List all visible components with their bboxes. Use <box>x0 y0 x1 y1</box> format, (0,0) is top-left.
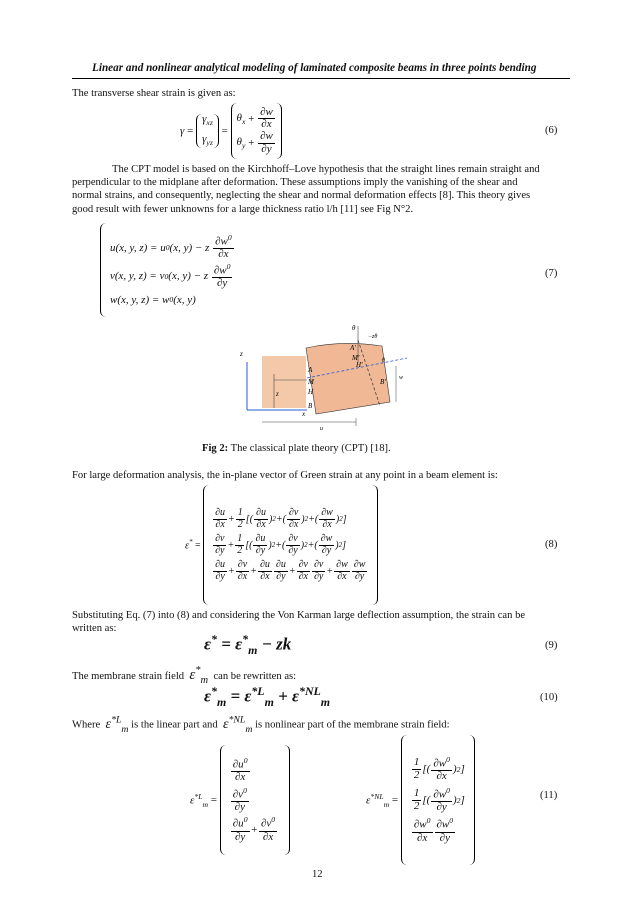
paragraph-green-strain: For large deformation analysis, the in-plane vector of Green strain at any point in a beam element is: <box>72 470 498 481</box>
label-A-prime: A' <box>350 344 356 352</box>
label-theta: θ <box>352 324 356 332</box>
label-z: z <box>240 350 243 358</box>
equation-6: γ = $\gamma_{xz}$ $\gamma_{yz}$ = $\theta_x$ + $\frac{\partial w}{\partial x}$ $\theta_y$ + $\frac{\partial w}{\partial y}$ <box>180 101 282 161</box>
paragraph-linear-part: is the linear part and <box>131 719 218 731</box>
equation-8: ε* = $\frac{\partial u}{\partial x}$ + $\frac{1}{2}$ [( $\frac{\partial u}{\partial x}$ ) 2 +( $\frac{\partial v}{\partial x}$ ) 2 +( $\frac{\partial w}{\partial x}$ ) 2 ] $\frac{\partial v}{\partial y}$ + $\frac{1}{2}$ [( $\frac{\partial u}{\partial y}$ ) 2 +( $\frac{\partial v}{\partial y}$ ) 2 +( $\frac{\partial w}{\partial y}$ ) 2 ] $\frac{\partial u}{\partial y}$ + $\frac{\partial v}{\partial x}$ + $\frac{\partial u}{\partial x}$ $\frac{\partial u}{\partial y}$ + $\frac{\partial v}{\partial x}$ $\frac{\partial v}{\partial y}$ + $\frac{\partial w}{\partial x}$ $\frac{\partial w}{\partial y}$ <box>185 484 378 606</box>
figure-caption <box>202 442 391 455</box>
equation-10: $\varepsilon^*_m = \varepsilon^{*L}_m + \varepsilon^{*NL}_m$ <box>204 684 331 710</box>
beam-section-deformed <box>306 343 390 414</box>
paragraph-von-karman <box>72 609 572 635</box>
label-theta-x: θ <box>382 358 385 364</box>
equation-number-9: (9) <box>545 640 558 651</box>
equation-number-11: (11) <box>540 790 558 801</box>
paragraph-von-karman-line: Substituting Eq. (7) into (8) and considering the Von Karman large deflection assumption, the strain can be <box>72 610 526 621</box>
page-number: 12 <box>312 869 323 880</box>
equation-7: u(x, y, z) = u 0 (x, y) − z $\frac{\partial w^0}{\partial x}$ v(x, y, z) = v 0 (x, y) − z $\frac{\partial w^0}{\partial y}$ w(x, y, z) = w 0 (x, y) <box>100 222 235 318</box>
equation-number-10: (10) <box>540 692 558 703</box>
paragraph-linear-nonlinear: Where $\varepsilon^{*L}_m$ is the linear part and $\varepsilon^{*NL}_m$ is nonlinear part of the membrane strain field: <box>72 714 450 735</box>
beam-section-original <box>262 356 306 408</box>
figure-caption-text: The classical plate theory (CPT) [18]. <box>228 443 391 454</box>
label-H-prime: H' <box>356 361 363 369</box>
label-A: A <box>308 366 313 374</box>
label-B-prime: B' <box>380 378 386 386</box>
label-u0: u <box>320 426 323 432</box>
paragraph-membrane: The membrane strain field $\varepsilon^*_m$ can be rewritten as: <box>72 665 297 686</box>
label-x: x <box>302 410 306 418</box>
equation-number-8: (8) <box>545 539 558 550</box>
label-M-prime: M' <box>352 354 360 362</box>
label-z-local: z <box>276 390 279 398</box>
paragraph-cpt-line: perpendicular to the midplane after deformation. These assumptions imply the vanishing of the shear and <box>72 177 518 189</box>
equation-11-linear: $\varepsilon^{*L}_m$ = $\frac{\partial u^0}{\partial x}$ $\frac{\partial v^0}{\partial y}$ $\frac{\partial u^0}{\partial y}$ + $\frac{\partial v^0}{\partial x}$ <box>190 740 290 860</box>
equation-number-7: (7) <box>545 268 558 279</box>
paragraph-cpt-line: The CPT model is based on the Kirchhoff–Love hypothesis that the straight lines remain straight and <box>112 164 540 175</box>
paragraph-cpt-line: good result with fewer unknowns for a large thickness ratio l/h [11] see Fig N°2. <box>72 203 414 215</box>
label-B: B <box>308 402 313 410</box>
header-rule <box>72 78 570 79</box>
figure-cpt-diagram <box>232 322 552 440</box>
label-minus-z-theta: −zθ <box>368 334 378 340</box>
figure-caption-label: Fig 2: <box>202 443 229 454</box>
paragraph-membrane-tail: can be rewritten as: <box>213 671 297 682</box>
running-header: Linear and nonlinear analytical modeling of laminated composite beams in three points bending <box>92 62 537 74</box>
paragraph-membrane-text: The membrane strain field <box>72 671 185 682</box>
paragraph-von-karman-line: written as: <box>72 623 117 635</box>
label-M: M <box>308 378 314 386</box>
label-H: H <box>308 388 314 396</box>
equation-11-nonlinear: $\varepsilon^{*NL}_m$ = $\frac{1}{2}$ [( $\frac{\partial w^0}{\partial x}$ ) 2 ] $\frac{1}{2}$ [( $\frac{\partial w^0}{\partial y}$ ) 2 ] $\frac{\partial w^0}{\partial x}$ $\frac{\partial w^0}{\partial y}$ <box>366 730 475 870</box>
label-w0: w <box>399 375 404 381</box>
paragraph-cpt-line: normal strains, and consequently, neglecting the shear and normal deformation effects [8]. This theory gives <box>72 190 531 202</box>
paragraph-shear-intro: The transverse shear strain is given as: <box>72 88 236 99</box>
paragraph-where: Where <box>72 719 101 731</box>
equation-number-6: (6) <box>545 125 558 136</box>
paragraph-cpt <box>72 163 572 216</box>
equation-9: $\varepsilon^* = \varepsilon^*_m$ − zk <box>204 632 292 658</box>
paragraph-nonlinear-part: is nonlinear part of the membrane strain field: <box>255 719 450 731</box>
